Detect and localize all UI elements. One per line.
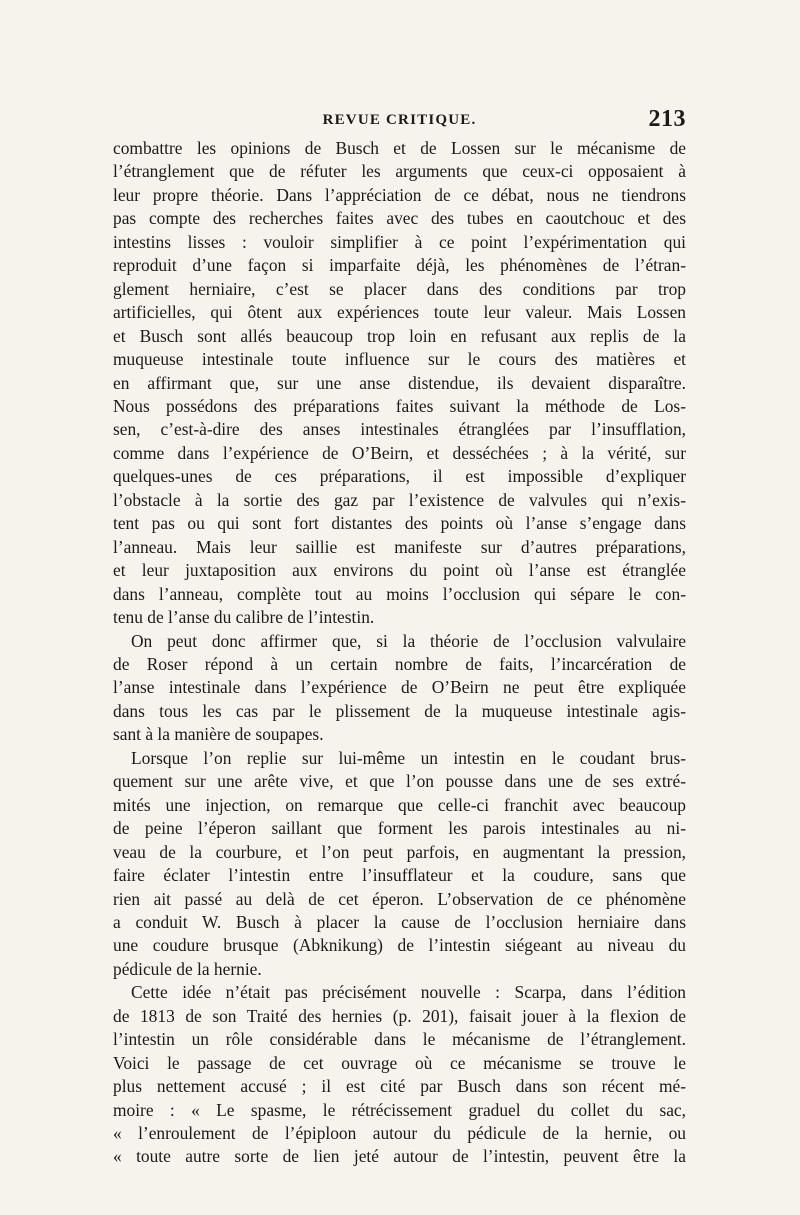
text-line: combattre les opinions de Busch et de Lossen sur le mécanisme de (113, 138, 686, 158)
body-text (113, 137, 686, 1169)
text-line: muqueuse intestinale toute influence sur le cours des matières et (113, 349, 686, 370)
text-line: glement herniaire, c’est se placer dans des conditions par trop (113, 278, 686, 299)
text-line: Voici le passage de cet ouvrage où ce mécanisme se trouve le (113, 1052, 686, 1073)
text-line: en affirmant que, sur une anse distendue, ils devaient disparaître. (113, 372, 686, 393)
text-line: « toute autre sorte de lien jeté autour de l’intestin, peuvent être la (113, 1146, 686, 1167)
text-line: de Roser répond à un certain nombre de faits, l’incarcération de (113, 653, 686, 674)
text-line: dans l’anneau, complète tout au moins l’occlusion qui sépare le con- (113, 583, 686, 604)
text-line: pas compte des recherches faites avec des tubes en caoutchouc et des (113, 208, 686, 229)
text-line: quement sur une arête vive, et que l’on pousse dans une de ses extré- (113, 771, 686, 792)
text-line: sen, c’est-à-dire des anses intestinales étranglées par l’insufflation, (113, 419, 686, 440)
text-line: de 1813 de son Traité des hernies (p. 201), faisait jouer à la flexion de (113, 1005, 686, 1026)
text-line: Cette idée n’était pas précisément nouvelle : Scarpa, dans l’édition (131, 982, 686, 1003)
text-line: l’anneau. Mais leur saillie est manifeste sur d’autres préparations, (113, 536, 686, 557)
text-line: tenu de l’anse du calibre de l’intestin. (113, 607, 375, 628)
text-line: faire éclater l’intestin entre l’insufflateur et la coudure, sans que (113, 865, 686, 886)
running-header (113, 108, 686, 136)
text-line: de peine l’éperon saillant que forment les parois intestinales au ni- (113, 818, 686, 839)
text-line: tent pas ou qui sont fort distantes des points où l’anse s’engage dans (113, 513, 686, 534)
text-line: Nous possédons des préparations faites suivant la méthode de Los- (113, 395, 686, 416)
text-line: mités une injection, on remarque que celle-ci franchit avec beaucoup (113, 794, 686, 815)
running-title: REVUE CRITIQUE. (322, 112, 477, 128)
text-line: veau de la courbure, et l’on peut parfois, en augmentant la pression, (113, 841, 686, 862)
text-line: et Busch sont allés beaucoup trop loin en refusant aux replis de la (113, 325, 686, 346)
text-line: « l’enroulement de l’épiploon autour du pédicule de la hernie, ou (113, 1123, 686, 1144)
text-line: et leur juxtaposition aux environs du point où l’anse est étranglée (113, 560, 686, 581)
text-line: quelques-unes de ces préparations, il est impossible d’expliquer (113, 466, 686, 487)
text-line: l’intestin un rôle considérable dans le mécanisme de l’étranglement. (113, 1029, 686, 1050)
text-line: leur propre théorie. Dans l’appréciation de ce débat, nous ne tiendrons (113, 184, 686, 205)
text-line: l’anse intestinale dans l’expérience de O’Beirn ne peut être expliquée (113, 677, 686, 698)
text-line: reproduit d’une façon si imparfaite déjà, les phénomènes de l’étran- (113, 255, 686, 276)
text-line: On peut donc affirmer que, si la théorie de l’occlusion valvulaire (131, 630, 686, 651)
text-line: rien ait passé au delà de cet éperon. L’observation de ce phénomène (113, 888, 686, 909)
text-line: intestins lisses : vouloir simplifier à ce point l’expérimentation qui (113, 231, 686, 252)
text-line: l’étranglement que de réfuter les arguments que ceux-ci opposaient à (113, 161, 686, 182)
text-line: plus nettement accusé ; il est cité par Busch dans son récent mé- (113, 1076, 686, 1097)
text-line: moire : « Le spasme, le rétrécissement graduel du collet du sac, (113, 1099, 686, 1120)
text-line: a conduit W. Busch à placer la cause de l’occlusion herniaire dans (113, 911, 686, 932)
text-line: comme dans l’expérience de O’Beirn, et desséchées ; à la vérité, sur (113, 442, 686, 463)
text-line: une coudure brusque (Abknikung) de l’intestin siégeant au niveau du (113, 935, 686, 956)
text-line: pédicule de la hernie. (113, 958, 262, 979)
text-line: artificielles, qui ôtent aux expériences toute leur valeur. Mais Lossen (113, 302, 686, 323)
page-number: 213 (648, 106, 686, 132)
text-line: dans tous les cas par le plissement de la muqueuse intestinale agis- (113, 700, 686, 721)
text-line: sant à la manière de soupapes. (113, 724, 324, 745)
text-line: Lorsque l’on replie sur lui-même un intestin en le coudant brus- (131, 747, 686, 768)
text-line: l’obstacle à la sortie des gaz par l’existence de valvules qui n’exis- (113, 489, 686, 510)
